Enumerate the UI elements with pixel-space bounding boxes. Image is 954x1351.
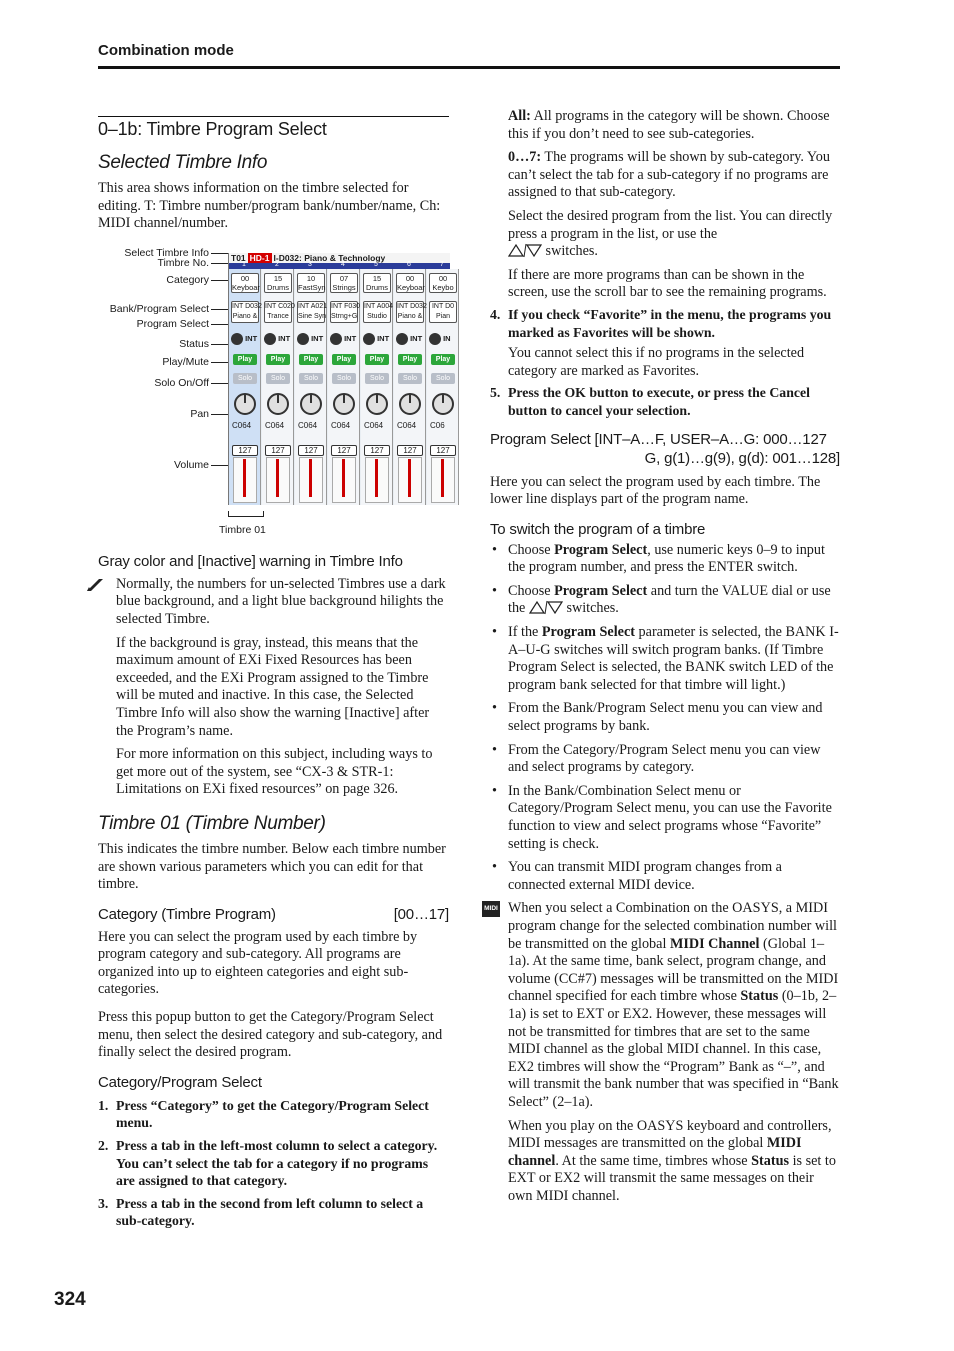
midi-icon: MIDI bbox=[482, 901, 500, 917]
timbre-column bbox=[295, 269, 327, 505]
volume-slider-bar bbox=[441, 459, 444, 497]
left-column bbox=[98, 116, 455, 1235]
timbre-number-tab[interactable]: 3 bbox=[308, 260, 312, 268]
program-select-button[interactable]: INT D032 Piano & bbox=[231, 301, 259, 323]
volume-slider-bar bbox=[375, 459, 378, 497]
program-select-heading: Program Select [INT–A…F, USER–A…G: 000…127 G, g(1)…g(9), g(d): 001…128] bbox=[490, 430, 840, 467]
timbre01-heading: Timbre 01 (Timbre Number) bbox=[98, 812, 326, 834]
select-program-text: Select the desired program from the list. You can directly press a program in the list, or use the switches. bbox=[508, 207, 833, 260]
pan-knob[interactable] bbox=[366, 393, 388, 415]
pan-value: C064 bbox=[397, 420, 417, 430]
category-button[interactable]: 00 Keyboar bbox=[232, 273, 260, 292]
program-select-button[interactable]: INT A021 Sine Syn bbox=[297, 301, 325, 323]
volume-value: 127 bbox=[430, 445, 456, 456]
program-select-button[interactable]: INT C020 Trance bbox=[264, 301, 292, 323]
pan-value: C064 bbox=[331, 420, 351, 430]
status-popup[interactable]: INT bbox=[363, 333, 389, 345]
popup-arrow-icon bbox=[330, 333, 342, 345]
solo-button[interactable]: Solo bbox=[365, 373, 389, 384]
status-popup[interactable]: INT bbox=[231, 333, 257, 345]
list-item: • In the Bank/Combination Select menu or Category/Program Select menu, you can use the Favorite function to view and select programs whose “Favorite” setting is check. bbox=[492, 782, 832, 852]
page-number: 324 bbox=[54, 1289, 86, 1310]
pan-value: C06 bbox=[430, 420, 445, 430]
step-item: 2. Press a tab in the left-most column to select a category. You can’t select the tab for a category if no programs are assigned to that category. bbox=[98, 1138, 438, 1189]
list-item: • Choose Program Select, use numeric keys 0–9 to input the program number, and press the ENTER switch. bbox=[492, 541, 825, 576]
volume-value: 127 bbox=[265, 445, 291, 456]
scroll-text: If there are more programs than can be shown in the screen, use the scroll bar to see the remaining programs. bbox=[508, 266, 827, 301]
cps-steps-continued bbox=[490, 384, 840, 419]
category-p1: Here you can select the program used by each timbre by program category and sub-category. All programs are organized into up to eighteen categories and eight sub-categories. bbox=[98, 928, 418, 998]
running-header: Combination mode bbox=[98, 42, 234, 59]
label-bank-program-select: Bank/Program Select bbox=[109, 302, 209, 315]
pan-value: C064 bbox=[364, 420, 384, 430]
category-param-heading bbox=[98, 906, 449, 923]
popup-arrow-icon bbox=[429, 333, 441, 345]
volume-value: 127 bbox=[232, 445, 258, 456]
program-select-text: Here you can select the program used by each timbre. The lower line displays part of the program name. bbox=[490, 473, 821, 508]
label-solo-on-off: Solo On/Off bbox=[154, 376, 209, 389]
popup-arrow-icon bbox=[297, 333, 309, 345]
solo-button[interactable]: Solo bbox=[431, 373, 455, 384]
play-mute-button[interactable]: Play bbox=[299, 354, 323, 365]
volume-value: 127 bbox=[331, 445, 357, 456]
timbre-number-tab[interactable]: 1 bbox=[242, 260, 246, 268]
program-select-button[interactable]: INT D0 Pian bbox=[429, 301, 457, 323]
timbre-column bbox=[394, 269, 426, 505]
list-item: • If the Program Select parameter is selected, the BANK I-A–U-G switches will switch program banks. (If Timbre Program Select is selected, the BANK switch LED of the program bank selected for that timbre will light.) bbox=[492, 624, 839, 693]
volume-slider-bar bbox=[342, 459, 345, 497]
label-timbre-01: Timbre 01 bbox=[219, 523, 266, 536]
play-mute-button[interactable]: Play bbox=[233, 354, 257, 365]
category-param-name: Category (Timbre Program) bbox=[98, 905, 276, 923]
label-status: Status bbox=[179, 337, 209, 350]
category-button[interactable]: 07 Strings bbox=[330, 273, 358, 293]
cps-steps bbox=[98, 1097, 449, 1230]
pan-value: C064 bbox=[265, 420, 285, 430]
category-button[interactable]: 00 Keybo bbox=[429, 273, 457, 293]
category-p2: Press this popup button to get the Category/Program Select menu, then select the desired category and sub-category, and finally select the desired program. bbox=[98, 1009, 443, 1061]
gray-warning-p2: If the background is gray, instead, this means that the maximum amount of EXi Fixed Resources has been exceeded, and the EXi Program assigned to the Timbre will be muted and inactive. In this case, the Selected Timbre Info will also show the warning [Inactive] after the Program’s name. bbox=[116, 634, 430, 739]
selected-timbre-info-heading: Selected Timbre Info bbox=[98, 152, 268, 173]
timbre-column bbox=[361, 269, 393, 505]
pan-knob[interactable] bbox=[234, 393, 256, 415]
category-button[interactable]: 15 Drums bbox=[363, 273, 391, 293]
up-down-switch-icon bbox=[529, 601, 563, 614]
cps-steps-continued bbox=[490, 306, 840, 341]
play-mute-button[interactable]: Play bbox=[365, 354, 389, 365]
step4-note: You cannot select this if no programs in the selected category are marked as Favorites. bbox=[508, 345, 805, 379]
timbre-screen bbox=[228, 252, 455, 505]
pan-knob[interactable] bbox=[333, 393, 355, 415]
label-program-select: Program Select bbox=[136, 317, 209, 330]
volume-value: 127 bbox=[397, 445, 423, 456]
solo-button[interactable]: Solo bbox=[398, 373, 422, 384]
play-mute-button[interactable]: Play bbox=[332, 354, 356, 365]
category-button[interactable]: 15 Drums bbox=[264, 273, 292, 293]
volume-slider-bar bbox=[276, 459, 279, 497]
range-option-text: 0…7: The programs will be shown by sub-category. You can’t select the tab for a sub-category if no programs are assigned to that sub-category. bbox=[508, 149, 830, 201]
timbre-column bbox=[229, 269, 261, 505]
header-rule bbox=[98, 66, 840, 69]
timbre01-text: This indicates the timbre number. Below each timbre number are shown various parameters which you can edit for that timbre. bbox=[98, 840, 446, 893]
play-mute-button[interactable]: Play bbox=[398, 354, 422, 365]
pan-knob[interactable] bbox=[432, 393, 454, 415]
gray-warning-p3: For more information on this subject, including ways to get more out of the system, see “CX-3 & STR-1: Limitations on EXi fixed resources” on page 326. bbox=[116, 746, 433, 798]
timbre-01-bracket bbox=[228, 511, 264, 517]
status-popup[interactable]: INT bbox=[396, 333, 422, 345]
midi-p1: When you select a Combination on the OASYS, a MIDI program change for the selected combination number will be transmitted on the global MIDI Channel (Global 1–1a). At the same time, bank select, program change, and volume (CC#7) messages will be transmitted on the MIDI channel specified for each timbre whose Status (0–1b, 2–1a) is set to EXT or EX2. However, these messages will not be transmitted for timbres that are set to the same MIDI channel as the global MIDI channel. In this case, EX2 timbres will show the “Program” Bank as “–”, and will transmit the bank number that was specified in “Bank Select” (2–1a). bbox=[508, 900, 839, 1110]
section-title: 0–1b: Timbre Program Select bbox=[98, 119, 327, 139]
switch-program-list bbox=[490, 542, 840, 895]
timbre-column bbox=[427, 269, 459, 505]
solo-button[interactable]: Solo bbox=[332, 373, 356, 384]
category-param-range: [00…17] bbox=[393, 905, 449, 923]
label-volume: Volume bbox=[173, 458, 209, 471]
note-pencil-icon bbox=[86, 578, 104, 592]
pan-value: C064 bbox=[232, 420, 252, 430]
switch-program-heading: To switch the program of a timbre bbox=[490, 520, 706, 538]
label-timbre-no: Timbre No. bbox=[157, 256, 209, 269]
step-item: 5. Press the OK button to execute, or press the Cancel button to cancel your selection. bbox=[490, 385, 810, 418]
list-item: • From the Bank/Program Select menu you can view and select programs by bank. bbox=[492, 700, 823, 735]
status-popup[interactable]: IN bbox=[429, 333, 451, 345]
list-item: • Choose Program Select and turn the VALUE dial or use the switches. bbox=[492, 582, 831, 617]
timbre-number-tab[interactable]: 6 bbox=[407, 260, 411, 268]
list-item: • You can transmit MIDI program changes from a connected external MIDI device. bbox=[492, 859, 782, 893]
selected-timbre-info-text: This area shows information on the timbre selected for editing. T: Timbre number/program bank/number/name, Ch: MIDI channel/number. bbox=[98, 180, 441, 232]
timbre-screen-figure bbox=[98, 246, 455, 537]
pan-knob[interactable] bbox=[399, 393, 421, 415]
timbre-number-tab[interactable]: 4 bbox=[341, 260, 345, 268]
category-button[interactable]: 10 FastSyn bbox=[298, 273, 326, 292]
midi-p2: When you play on the OASYS keyboard and controllers, MIDI messages are transmitted on the global MIDI channel. At the same time, timbres whose Status is set to EXT or EX2 will transmit the same messages on their own MIDI channel. bbox=[508, 1117, 836, 1204]
pan-knob[interactable] bbox=[267, 393, 289, 415]
volume-slider-bar bbox=[309, 459, 312, 497]
step-item: 1. Press “Category” to get the Category/Program Select menu. bbox=[98, 1097, 429, 1131]
popup-arrow-icon bbox=[363, 333, 375, 345]
timbre-number-tab[interactable]: 7 bbox=[440, 260, 444, 268]
play-mute-button[interactable]: Play bbox=[431, 354, 455, 365]
volume-value: 127 bbox=[364, 445, 390, 456]
popup-arrow-icon bbox=[396, 333, 408, 345]
right-column bbox=[484, 108, 840, 1205]
label-pan: Pan bbox=[190, 407, 209, 420]
cps-heading: Category/Program Select bbox=[98, 1073, 262, 1091]
status-popup[interactable]: INT bbox=[264, 333, 290, 345]
volume-value: 127 bbox=[298, 445, 324, 456]
gray-warning-p1: Normally, the numbers for un-selected Timbres use a dark blue background, and a light blue background hilights the selected Timbre. bbox=[116, 575, 446, 627]
selected-timbre-info-bar: T01 HD-1 I-D032: Piano & Technology bbox=[229, 253, 450, 263]
section-rule bbox=[98, 116, 449, 117]
timbre-column bbox=[328, 269, 360, 505]
pan-knob[interactable] bbox=[300, 393, 322, 415]
popup-arrow-icon bbox=[231, 333, 243, 345]
category-button[interactable]: 00 Keyboar bbox=[397, 273, 425, 292]
gray-warning-heading: Gray color and [Inactive] warning in Timbre Info bbox=[98, 552, 403, 570]
status-popup[interactable]: INT bbox=[297, 333, 323, 345]
label-play-mute: Play/Mute bbox=[162, 355, 209, 368]
timbre-number-tab[interactable]: 2 bbox=[275, 260, 279, 268]
timbre-number-tab[interactable]: 5 bbox=[374, 260, 378, 268]
solo-button[interactable]: Solo bbox=[233, 373, 257, 384]
solo-button[interactable]: Solo bbox=[266, 373, 290, 384]
step-item: 3. Press a tab in the second from left column to select a sub-category. bbox=[98, 1195, 424, 1229]
play-mute-button[interactable]: Play bbox=[266, 354, 290, 365]
label-category: Category bbox=[166, 273, 209, 286]
list-item: • From the Category/Program Select menu you can view and select programs by category. bbox=[492, 741, 821, 776]
up-down-switch-icon bbox=[508, 244, 542, 257]
volume-slider-bar bbox=[243, 459, 246, 497]
program-select-button[interactable]: INT D032 Piano & bbox=[396, 301, 424, 323]
popup-arrow-icon bbox=[264, 333, 276, 345]
program-select-button[interactable]: INT F030 Strng+G bbox=[330, 301, 358, 323]
timbre-column bbox=[262, 269, 294, 505]
pan-value: C064 bbox=[298, 420, 318, 430]
status-popup[interactable]: INT bbox=[330, 333, 356, 345]
label-select-timbre-info: Select Timbre Info bbox=[124, 246, 209, 259]
program-select-button[interactable]: INT A004 Studio bbox=[363, 301, 391, 323]
step-item: 4. If you check “Favorite” in the menu, the programs you marked as Favorites will be shown. bbox=[490, 306, 832, 340]
solo-button[interactable]: Solo bbox=[299, 373, 323, 384]
all-option-text: All: All programs in the category will be shown. Choose this if you don’t need to see sub-categories. bbox=[508, 108, 830, 142]
volume-slider-bar bbox=[408, 459, 411, 497]
